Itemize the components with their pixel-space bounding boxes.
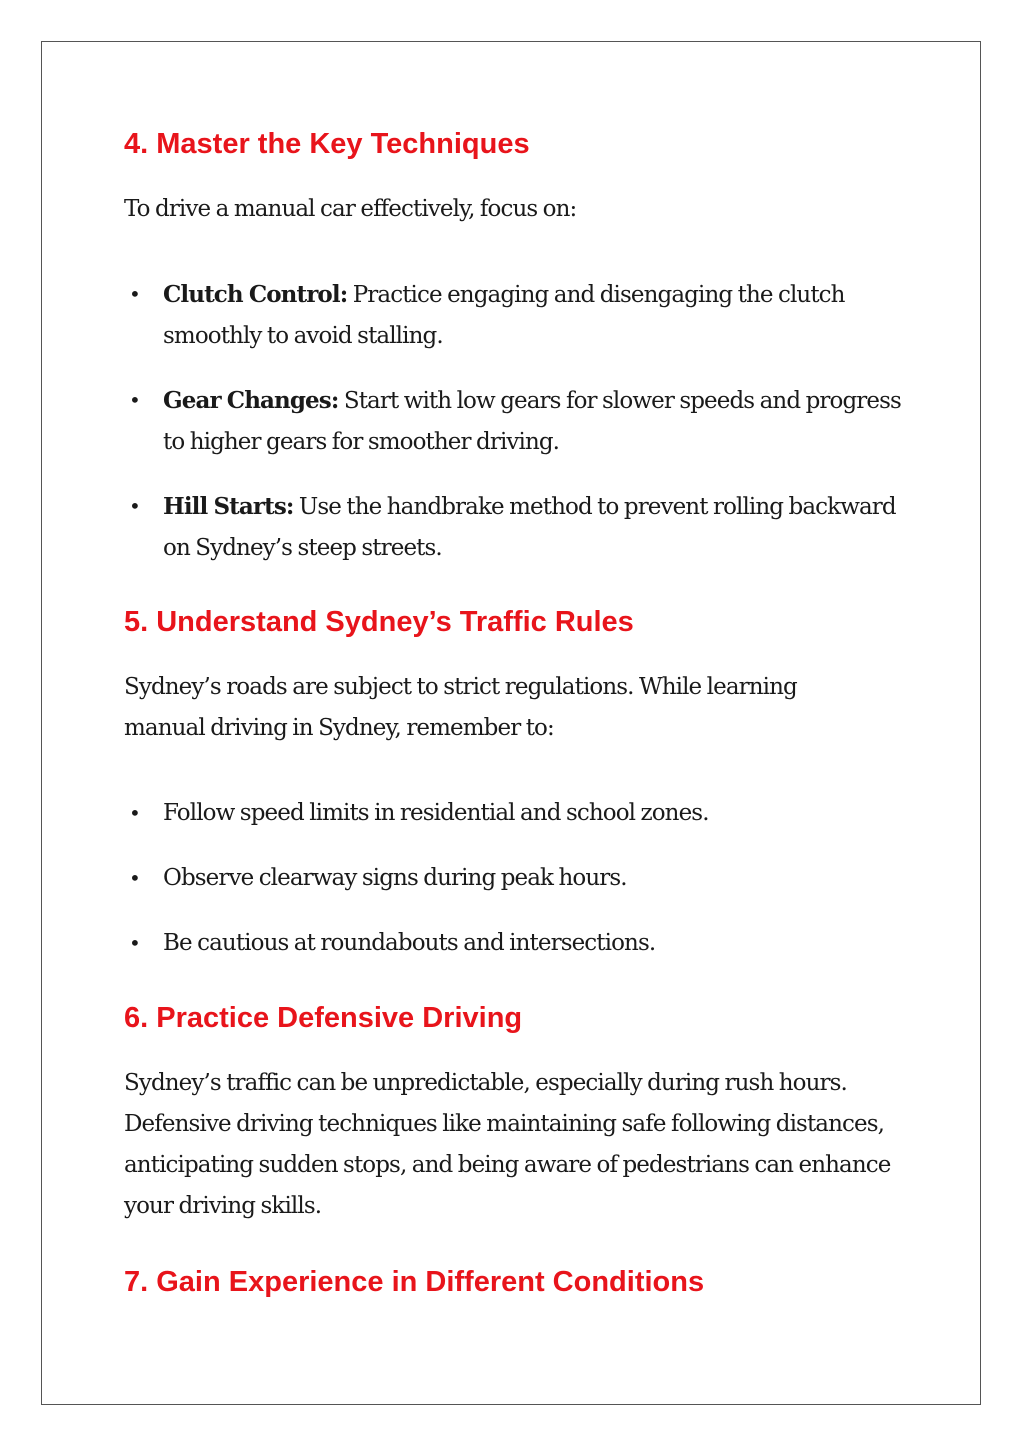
list-item-text <box>163 380 923 463</box>
section-4-intro: To drive a manual car effectively, focus on: <box>124 196 577 222</box>
bullet-icon: • <box>129 866 140 890</box>
list-item-term: Clutch Control: <box>163 281 348 308</box>
bullet-icon: • <box>129 801 140 825</box>
section-4-heading: 4. Master the Key Techniques <box>124 128 530 160</box>
list-item-text: Be cautious at roundabouts and intersections. <box>163 930 656 956</box>
bullet-icon: • <box>129 931 140 955</box>
section-6-paragraph: Sydney’s traffic can be unpredictable, especially during rush hours. Defensive driving techniques like maintaining safe following distances, anticipating sudden stops, and being aware of pedestrians can enhance your driving skills. <box>124 1070 891 1219</box>
section-7-heading: 7. Gain Experience in Different Conditions <box>124 1266 705 1298</box>
list-item-desc: Use the handbrake method to prevent rolling backward on Sydney’s steep streets. <box>163 494 896 561</box>
list-item-desc: Start with low gears for slower speeds and progress to higher gears for smoother driving. <box>163 388 901 455</box>
bullet-icon: • <box>129 282 140 306</box>
list-item-desc: Practice engaging and disengaging the clutch smoothly to avoid stalling. <box>163 282 845 349</box>
list-item-text: Follow speed limits in residential and school zones. <box>163 800 709 826</box>
section-5-intro: Sydney’s roads are subject to strict regulations. While learning manual driving in Sydney, remember to: <box>124 674 797 741</box>
list-item-text <box>163 274 923 357</box>
bullet-icon: • <box>129 494 140 518</box>
list-item-term: Hill Starts: <box>163 493 294 520</box>
list-item-text <box>163 486 923 569</box>
section-6-heading: 6. Practice Defensive Driving <box>124 1002 523 1034</box>
list-item-text: Observe clearway signs during peak hours. <box>163 865 627 891</box>
bullet-icon: • <box>129 388 140 412</box>
section-5-heading: 5. Understand Sydney’s Traffic Rules <box>124 606 634 638</box>
list-item-term: Gear Changes: <box>163 387 339 414</box>
